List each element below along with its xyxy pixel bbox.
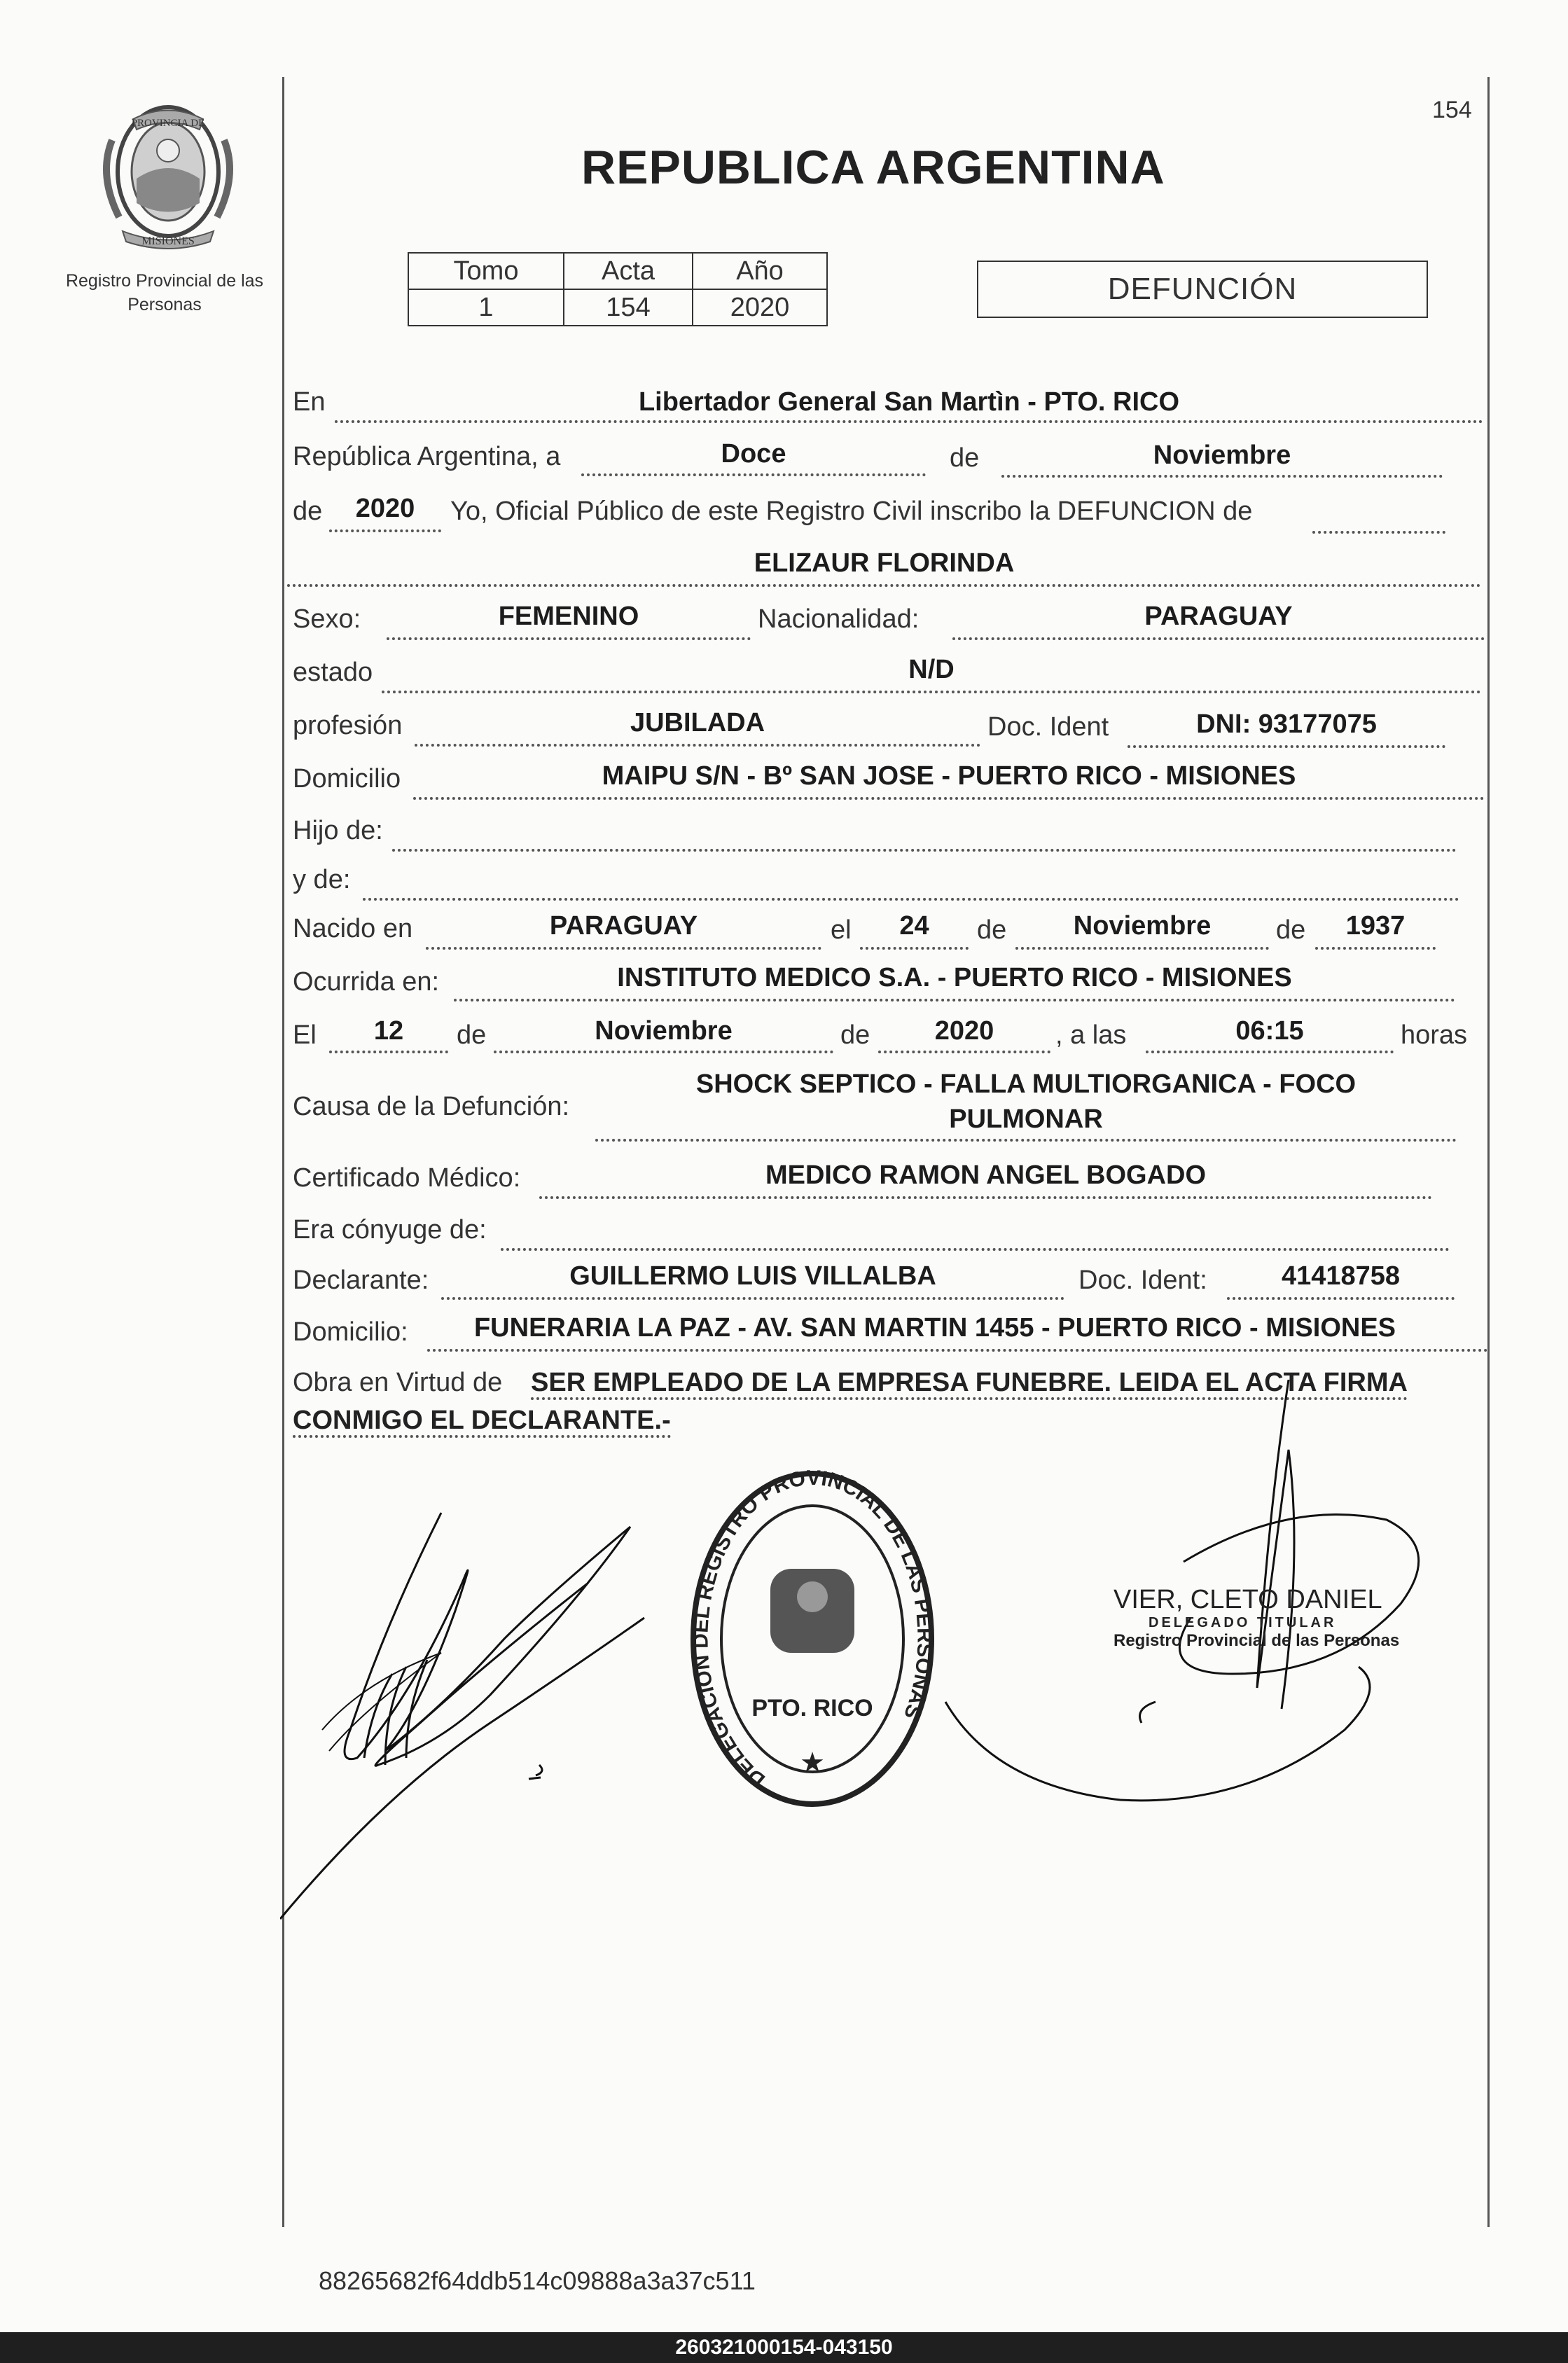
official-name: VIER, CLETO DANIEL bbox=[1113, 1585, 1382, 1614]
de6-label: de bbox=[840, 1020, 870, 1050]
official-org: Registro Provincial de las Personas bbox=[1113, 1631, 1400, 1650]
causa-line-1: SHOCK SEPTICO - FALLA MULTIORGANICA - FOCO bbox=[695, 1069, 1357, 1099]
day-value: Doce bbox=[721, 439, 786, 469]
ano-header: Año bbox=[693, 253, 827, 289]
nacionalidad-label: Nacionalidad: bbox=[758, 604, 920, 634]
de2-label: de bbox=[293, 497, 323, 526]
yo-trailing-field bbox=[1312, 500, 1445, 534]
acta-header: Acta bbox=[564, 253, 693, 289]
official-signature-block bbox=[1113, 1584, 1408, 1651]
acta-value: 154 bbox=[564, 289, 693, 326]
conyuge-field bbox=[501, 1217, 1450, 1251]
birth-year: 1937 bbox=[1345, 911, 1406, 941]
doc-ident-label: Doc. Ident bbox=[987, 712, 1109, 742]
conyuge-label: Era cónyuge de: bbox=[293, 1215, 487, 1245]
nacido-value: PARAGUAY bbox=[549, 911, 698, 941]
official-role: DELEGADO TITULAR bbox=[1149, 1615, 1337, 1630]
document-hash: 88265682f64ddb514c09888a3a37c511 bbox=[319, 2266, 756, 2295]
sexo-value: FEMENINO bbox=[498, 602, 639, 631]
certificado-label: Certificado Médico: bbox=[293, 1163, 521, 1193]
province-coat-of-arms-logo bbox=[98, 98, 238, 252]
hijo-field bbox=[392, 818, 1457, 852]
birth-month: Noviembre bbox=[1073, 911, 1212, 941]
domicilio2-value: FUNERARIA LA PAZ - AV. SAN MARTIN 1455 - PUERTO RICO - MISIONES bbox=[473, 1313, 1396, 1343]
de5-label: de bbox=[457, 1020, 487, 1050]
alas-label: , a las bbox=[1055, 1020, 1127, 1050]
doc2-label: Doc. Ident: bbox=[1078, 1266, 1207, 1295]
page-number: 154 bbox=[1432, 97, 1472, 123]
logo-text-bottom: MISIONES bbox=[141, 235, 195, 247]
de-label: de bbox=[950, 443, 980, 473]
birth-day: 24 bbox=[899, 911, 929, 941]
tomo-value: 1 bbox=[408, 289, 564, 326]
stamp-center-text: PTO. RICO bbox=[751, 1695, 873, 1721]
de3-label: de bbox=[977, 915, 1007, 945]
el-label: el bbox=[831, 915, 852, 945]
death-year: 2020 bbox=[934, 1016, 994, 1046]
yo-text: Yo, Oficial Público de este Registro Civil inscribo la DEFUNCION de bbox=[450, 497, 1253, 526]
causa-line-2: PULMONAR bbox=[949, 1104, 1103, 1134]
horas-label: horas bbox=[1401, 1020, 1468, 1050]
domicilio-label: Domicilio bbox=[293, 764, 401, 794]
year-value: 2020 bbox=[355, 494, 415, 523]
domicilio2-label: Domicilio: bbox=[293, 1317, 408, 1347]
obra-line-2-text: CONMIGO EL DECLARANTE.- bbox=[293, 1406, 671, 1438]
sexo-label: Sexo: bbox=[293, 604, 361, 634]
barcode-strip: 260321000154-043150 bbox=[0, 2332, 1568, 2363]
estado-label: estado bbox=[293, 658, 373, 687]
page-title: REPUBLICA ARGENTINA bbox=[581, 141, 1165, 194]
ocurrida-value: INSTITUTO MEDICO S.A. - PUERTO RICO - MISIONES bbox=[617, 963, 1292, 992]
registry-label: Registro Provincial de las Personas bbox=[65, 271, 264, 314]
nacionalidad-value: PARAGUAY bbox=[1144, 602, 1293, 631]
month-value: Noviembre bbox=[1153, 441, 1291, 470]
en-label: En bbox=[293, 387, 326, 417]
certificado-value: MEDICO RAMON ANGEL BOGADO bbox=[765, 1160, 1207, 1190]
logo-text-top: PROVINCIA DE bbox=[131, 118, 205, 129]
hijo-label: Hijo de: bbox=[293, 816, 383, 845]
domicilio-value: MAIPU S/N - Bº SAN JOSE - PUERTO RICO - MISIONES bbox=[602, 761, 1296, 791]
star-icon: ★ bbox=[800, 1747, 825, 1779]
ocurrida-label: Ocurrida en: bbox=[293, 967, 440, 997]
profesion-value: JUBILADA bbox=[630, 708, 765, 737]
stamp-ring-text: DELEGACION DEL REGISTRO PROVINCIAL DE LAS PERSONAS bbox=[689, 1466, 936, 1792]
obra-line-2 bbox=[293, 1402, 671, 1439]
causa-label: Causa de la Defunción: bbox=[293, 1092, 570, 1121]
deceased-name: ELIZAUR FLORINDA bbox=[754, 548, 1015, 578]
record-table bbox=[408, 252, 828, 326]
obra-line-1-text: SER EMPLEADO DE LA EMPRESA FUNEBRE. LEIDA EL ACTA FIRMA bbox=[531, 1368, 1408, 1400]
doc2-value: 41418758 bbox=[1281, 1261, 1401, 1291]
doc-ident-value: DNI: 93177075 bbox=[1196, 709, 1377, 739]
de4-label: de bbox=[1276, 915, 1306, 945]
death-day: 12 bbox=[373, 1016, 404, 1046]
yde-field bbox=[363, 867, 1459, 901]
declarant-signature bbox=[280, 1499, 672, 1933]
declarante-label: Declarante: bbox=[293, 1266, 429, 1295]
death-month: Noviembre bbox=[595, 1016, 733, 1046]
profesion-label: profesión bbox=[293, 711, 403, 740]
ano-value: 2020 bbox=[693, 289, 827, 326]
el2-label: El bbox=[293, 1020, 317, 1050]
yde-label: y de: bbox=[293, 865, 351, 894]
obra-label: Obra en Virtud de bbox=[293, 1368, 503, 1397]
republica-label: República Argentina, a bbox=[293, 442, 561, 471]
nacido-label: Nacido en bbox=[293, 914, 413, 943]
en-value: Libertador General San Martìn - PTO. RICO bbox=[638, 387, 1180, 417]
tomo-header: Tomo bbox=[408, 253, 564, 289]
declarante-value: GUILLERMO LUIS VILLALBA bbox=[569, 1261, 936, 1291]
estado-value: N/D bbox=[908, 655, 955, 684]
right-margin-line bbox=[1487, 77, 1490, 2227]
record-type-box: DEFUNCIÓN bbox=[977, 261, 1428, 318]
death-time: 06:15 bbox=[1235, 1016, 1304, 1046]
